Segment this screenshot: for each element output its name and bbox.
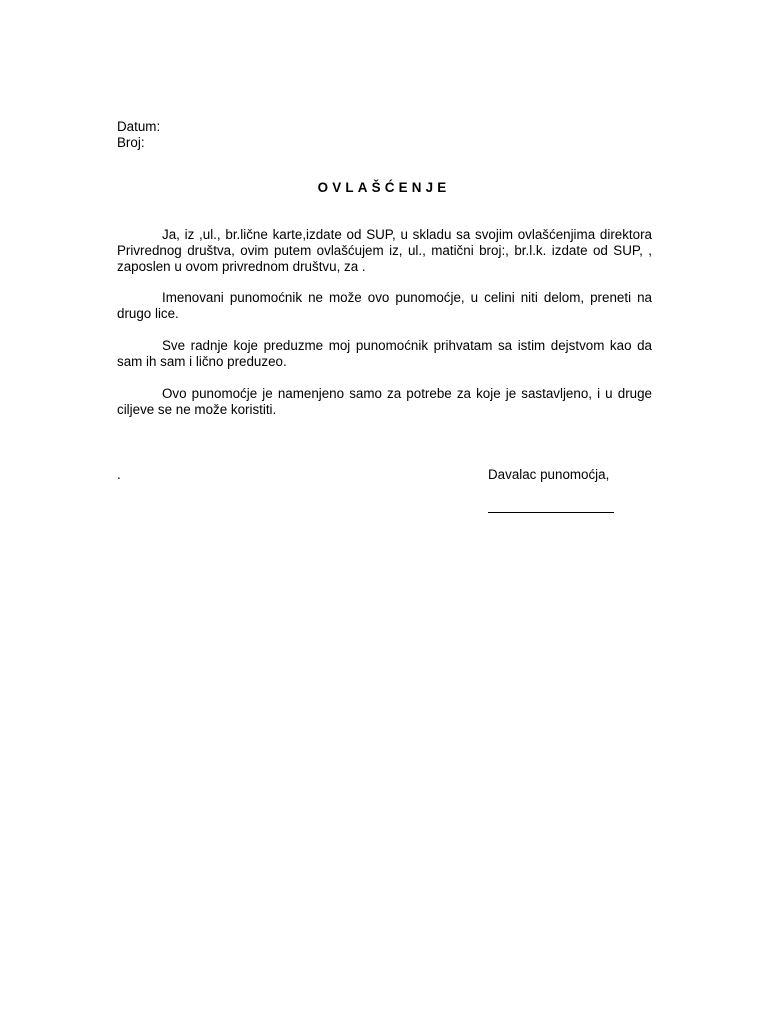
broj-label: Broj: bbox=[117, 135, 145, 150]
footer-dot: . bbox=[117, 467, 121, 482]
signature-line bbox=[488, 512, 614, 513]
document-title: OVLAŠĆENJE bbox=[317, 180, 451, 195]
paragraph-authorization: Ja, iz ,ul., br.lične karte,izdate od SUP, u skladu sa svojim ovlašćenjima direktora Privrednog društva, ovim putem ovlašćujem iz, ul., matični broj:, br.l.k. izdate od SUP, , zaposlen u ovom privrednom društvu, za . bbox=[117, 227, 652, 274]
datum-label: Datum: bbox=[117, 119, 161, 134]
signatory-label: Davalac punomoćja, bbox=[488, 467, 610, 482]
paragraph-no-transfer: Imenovani punomoćnik ne može ovo punomoćje, u celini niti delom, preneti na drugo lice. bbox=[117, 290, 652, 321]
paragraph-acceptance: Sve radnje koje preduzme moj punomoćnik prihvatam sa istim dejstvom kao da sam ih sam i lično preduzeo. bbox=[117, 338, 652, 369]
paragraph-purpose: Ovo punomoćje je namenjeno samo za potrebe za koje je sastavljeno, i u druge ciljeve se ne može koristiti. bbox=[117, 386, 652, 417]
